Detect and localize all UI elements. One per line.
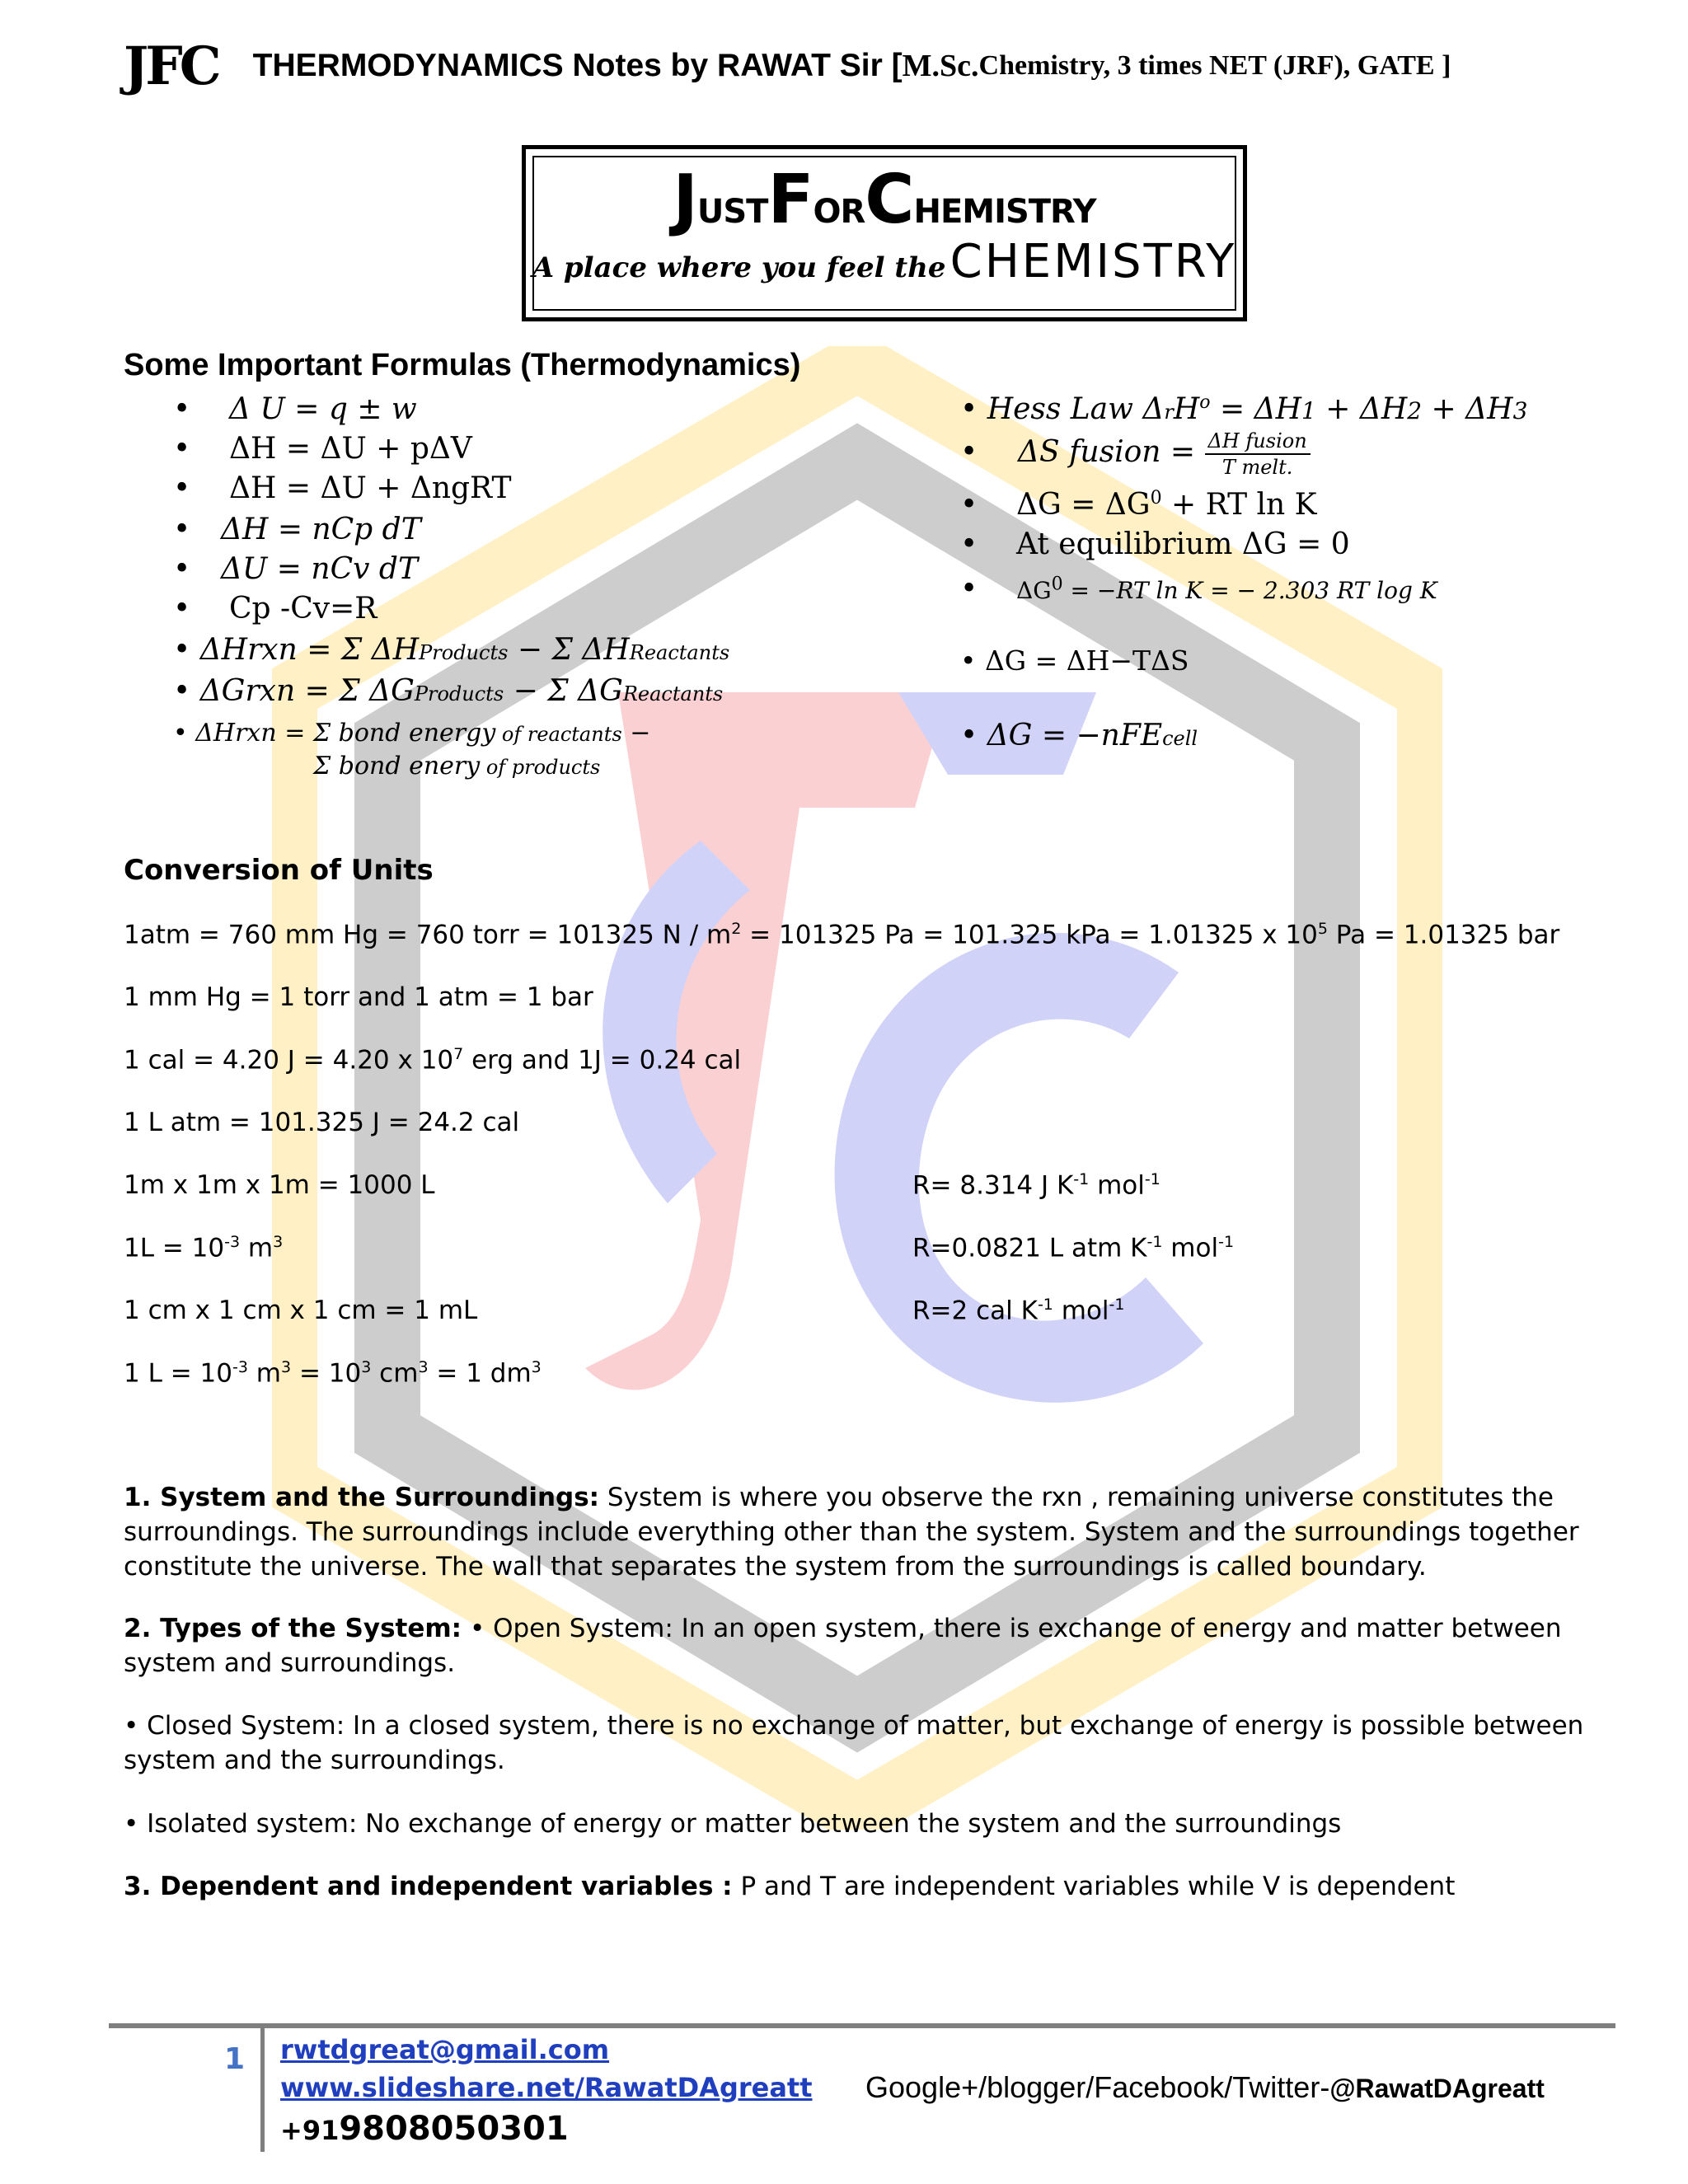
- units-cal-conversion: 1 cal = 4.20 J = 4.20 x $10^7$ erg and 1J = 0.24 cal: [124, 1045, 742, 1076]
- formula-entropy-fusion: • ΔS fusion = $\frac{\text{ΔH fusion}}{\text{T melt.}}$: [960, 429, 1311, 480]
- units-atm-conversion: 1atm = 760 mm Hg = 760 torr = 101325 $N / m^2 = 101325$ Pa = 101.325 kPa = 1.01325 x $10^5$ Pa = 1.01325 bar: [124, 920, 1560, 950]
- footer-divider: [109, 2023, 1615, 2028]
- just-for-chemistry-logo: [522, 145, 1247, 321]
- units-section-title: Conversion of Units: [124, 854, 434, 887]
- header-qualifications: Chemistry, 3 times NET (JRF), GATE ]: [978, 50, 1451, 81]
- units-liter-m3: $1L = 10^{-3}$ $m^3$: [124, 1233, 284, 1263]
- paragraph-dependent-variables: 3. Dependent and independent variables : P and T are independent variables while V is dependent: [124, 1872, 1456, 1901]
- paragraph-closed-system: • Closed System: In a closed system, there is no exchange of matter, but exchange of energy is possible between system and the surroundings.: [124, 1711, 1584, 1775]
- watermark-blue-c: [835, 933, 1203, 1403]
- footer-email-link[interactable]: rwtdgreat@gmail.com: [280, 2034, 610, 2065]
- header-jfc-logo: JFC: [124, 35, 218, 97]
- formula-enthalpy-ngrt: • ΔH = ΔU + ΔngRT: [173, 471, 512, 505]
- footer-social-handles: Google+/blogger/Facebook/Twitter-@RawatDAgreatt: [865, 2070, 1545, 2104]
- formula-gibbs-rt-lnk: • $\Delta G = \Delta G^0$ + RT ln K: [960, 488, 1317, 522]
- formula-bond-energy-line2: Σ bond enery of products: [313, 752, 601, 780]
- formula-first-law: • Δ U = q ± w: [173, 392, 417, 426]
- page-header: [124, 33, 1607, 99]
- logo-tagline: A place where you feel the CHEMISTRY: [532, 235, 1237, 288]
- units-ml: 1 cm x 1 cm x 1 cm = 1 mL: [124, 1296, 478, 1325]
- units-gas-constant-latm: R=0.0821 L atm $K^{-1}$ mol$^{-1}$: [912, 1233, 1235, 1263]
- formula-gibbs-cell: • ΔG = −nFEcell: [960, 719, 1198, 752]
- formula-standard-gibbs: • $\Delta G^0 = -RT$ ln K = − 2.303 RT log K: [960, 572, 1437, 606]
- formula-cp-cv: • Cp -Cv=R: [173, 592, 377, 626]
- units-mmhg-conversion: 1 mm Hg = 1 torr and 1 atm = 1 bar: [124, 982, 593, 1012]
- formula-hrxn: • ΔHrxn = Σ ΔHProducts − Σ ΔHReactants: [173, 633, 730, 667]
- units-dm3: 1 $L = 10^{-3}$ $m^3 = 10^3$ $cm^3 = 1$ $dm^3$: [124, 1358, 542, 1389]
- formula-grxn: • ΔGrxn = Σ ΔGProducts − Σ ΔGReactants: [173, 674, 724, 708]
- header-degree: M.Sc.: [902, 49, 979, 83]
- formula-enthalpy-pv: • ΔH = ΔU + pΔV: [173, 432, 472, 466]
- paragraph-system-surroundings: 1. System and the Surroundings: System is where you observe the rxn , remaining universe constitutes the surroundings. The surroundings include everything other than the system. System and the surroundings together constitute the universe. The wall that separates the system from the surroundings is called boundary.: [124, 1483, 1579, 1582]
- units-cubic-meter: 1m x 1m x 1m = 1000 L: [124, 1170, 435, 1200]
- formula-enthalpy-cp: • ΔH = nCp dT: [173, 513, 421, 546]
- footer-vertical-divider: [260, 2028, 265, 2152]
- page-number: 1: [224, 2042, 246, 2076]
- footer-website-link[interactable]: www.slideshare.net/RawatDAgreatt: [280, 2072, 813, 2103]
- paragraph-isolated-system: • Isolated system: No exchange of energy or matter between the system and the surroundings: [124, 1809, 1342, 1839]
- units-gas-constant-cal: R=2 cal $K^{-1}$ mol$^{-1}$: [912, 1296, 1125, 1326]
- logo-brand-name: JUSTFORCHEMISTRY: [673, 161, 1096, 239]
- formula-gibbs-helmholtz: • ΔG = ΔH−TΔS: [960, 644, 1189, 677]
- formula-bond-energy-line1: • ΔHrxn = Σ bond energy of reactants −: [173, 719, 651, 748]
- formulas-section-title: Some Important Formulas (Thermodynamics): [124, 348, 801, 382]
- formula-hess-law: • Hess Law ΔrH$^o$ = ΔH1 + ΔH2 + ΔH3: [960, 392, 1528, 426]
- formula-equilibrium: • At equilibrium ΔG = 0: [960, 527, 1350, 561]
- jfc-watermark-logo: [272, 346, 1442, 1830]
- footer-phone: +919808050301: [280, 2110, 569, 2148]
- fusion-fraction: $\frac{\text{ΔH fusion}}{\text{T melt.}}$: [1205, 429, 1311, 480]
- units-gas-constant-joule: R= 8.314 J $K^{-1}$ mol$^{-1}$: [912, 1170, 1160, 1201]
- paragraph-types-of-system: 2. Types of the System: • Open System: In an open system, there is exchange of energy and matter between system and surroundings.: [124, 1614, 1562, 1678]
- units-latm-conversion: 1 L atm = 101.325 J = 24.2 cal: [124, 1108, 520, 1137]
- formula-internal-energy-cv: • ΔU = nCv dT: [173, 552, 418, 586]
- header-title: THERMODYNAMICS Notes by RAWAT Sir [: [252, 48, 903, 83]
